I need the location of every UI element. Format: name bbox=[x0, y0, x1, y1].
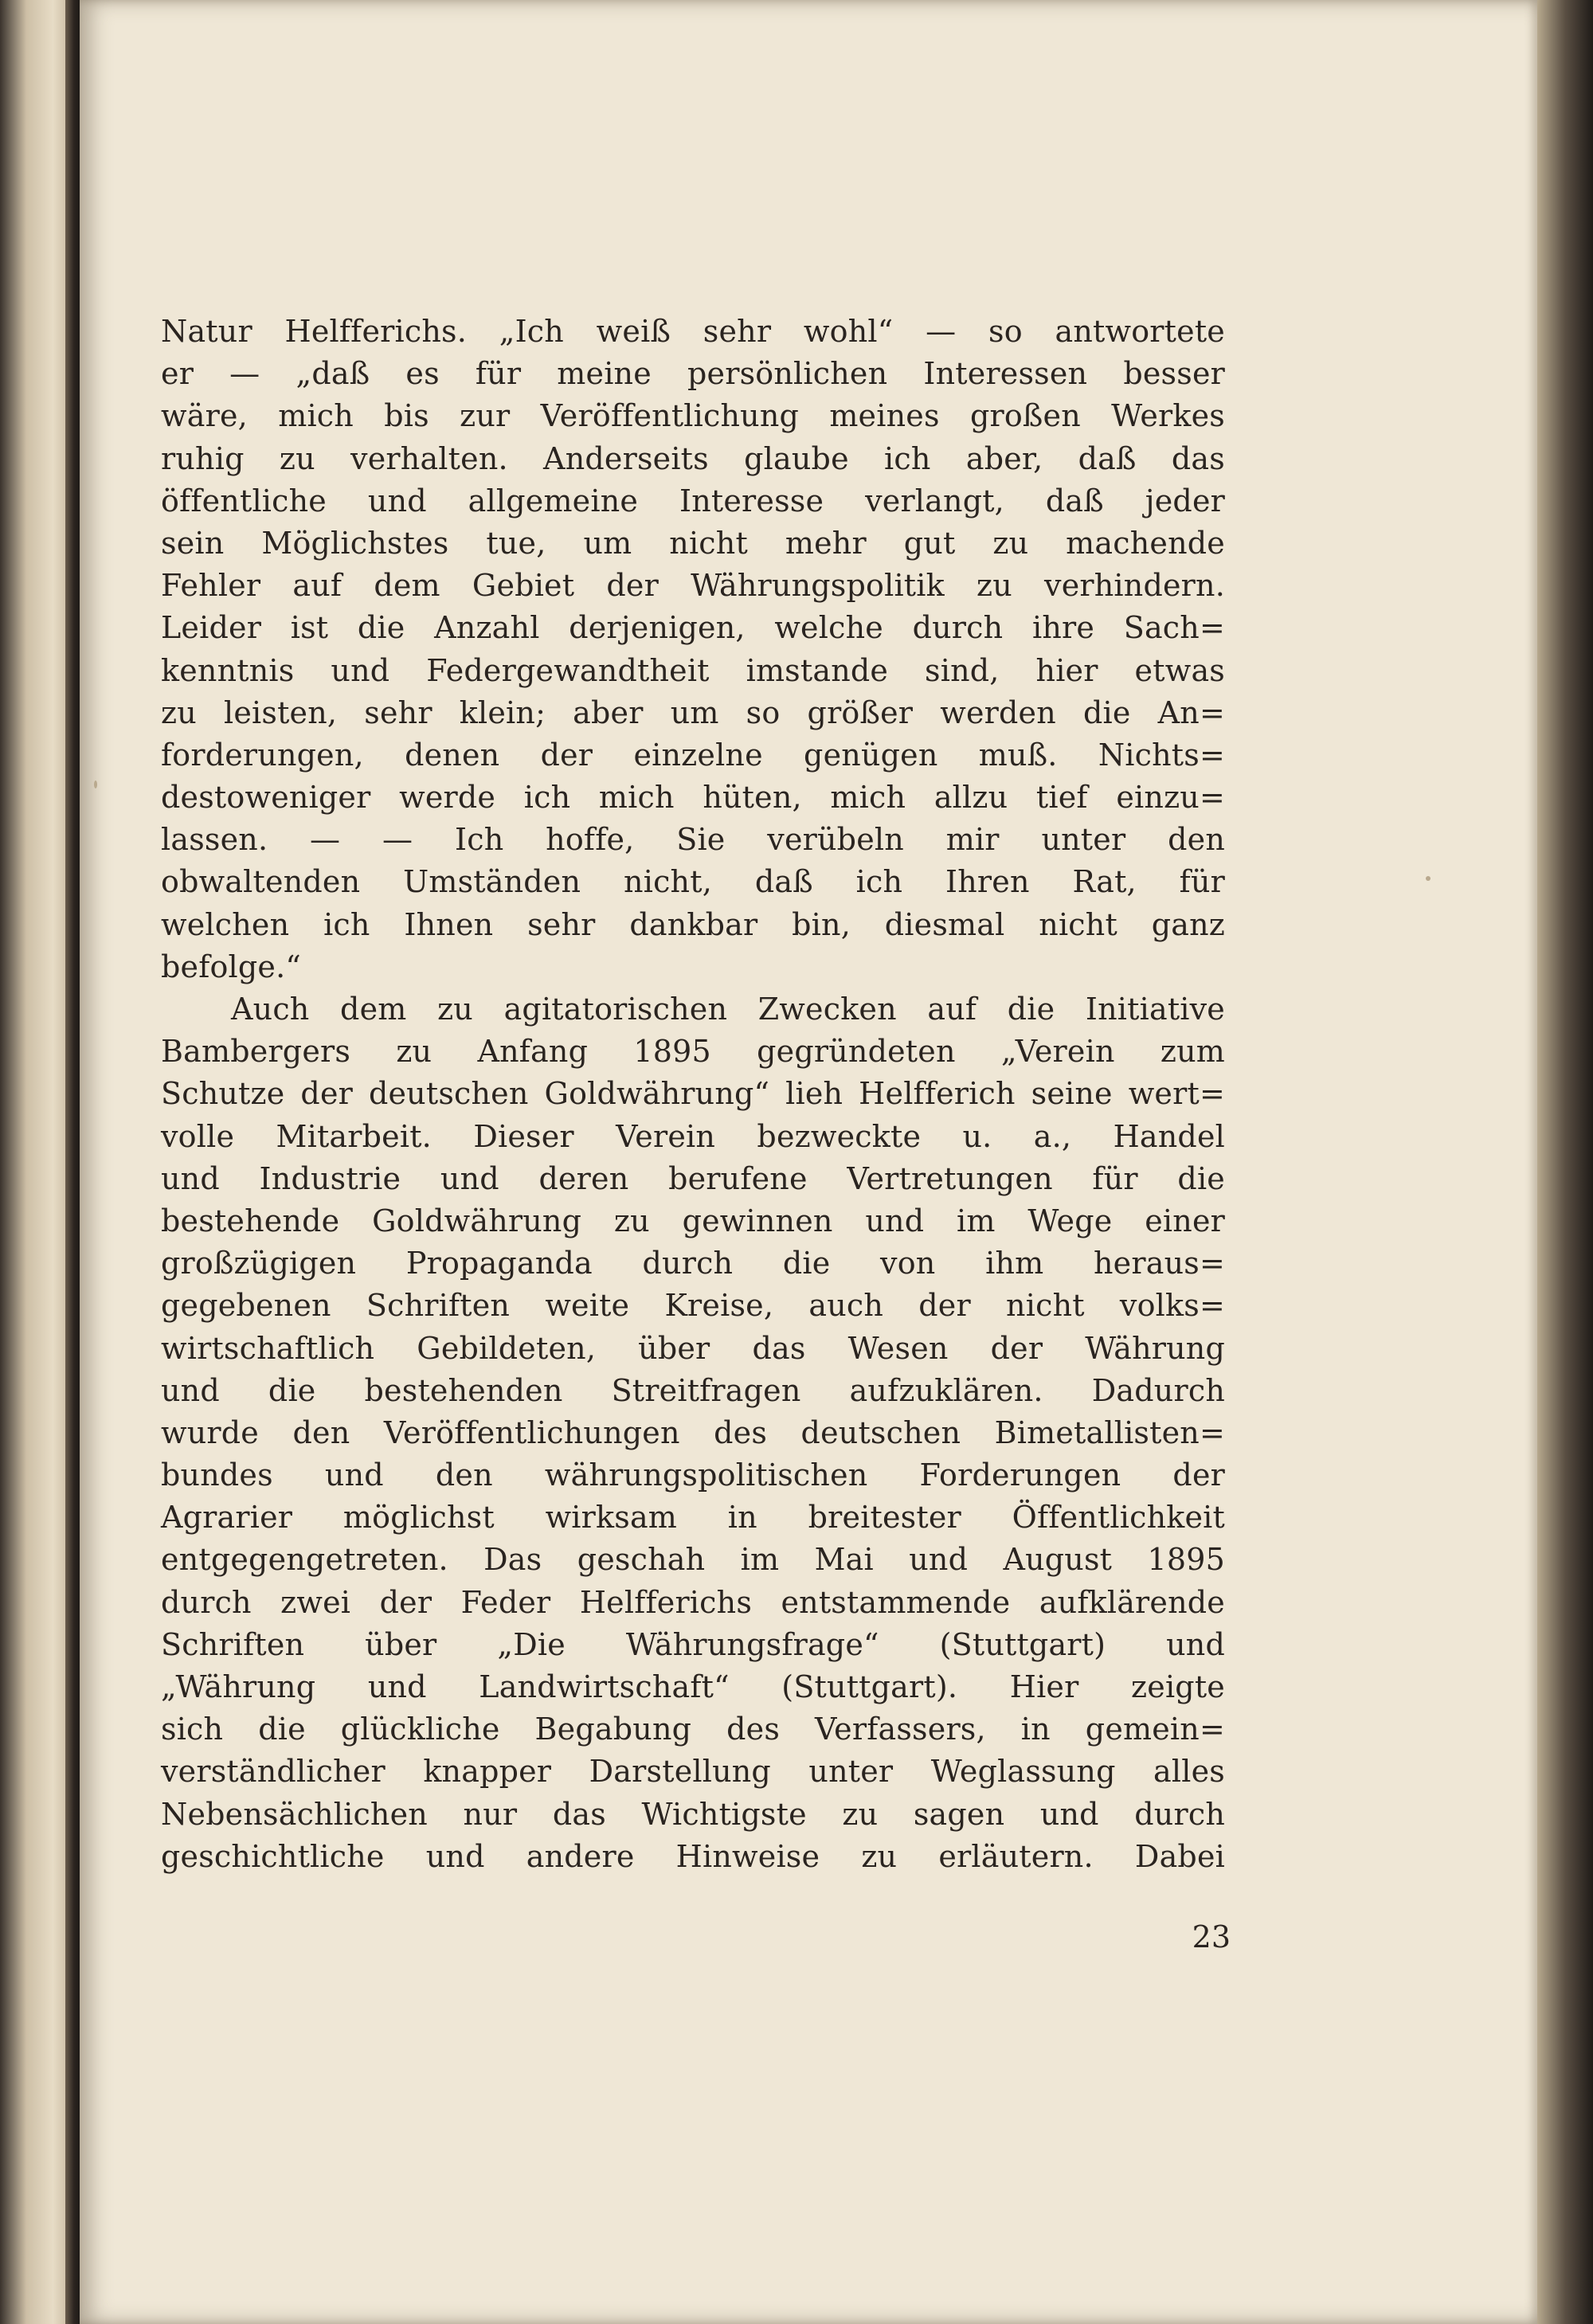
text-line: Fehler auf dem Gebiet der Währungspolitik zu verhindern. bbox=[161, 568, 1225, 604]
text-line: sich die glückliche Begabung des Verfassers, in gemein= bbox=[161, 1712, 1225, 1747]
book-gutter bbox=[65, 0, 80, 2324]
text-line: Leider ist die Anzahl derjenigen, welche durch ihre Sach= bbox=[161, 610, 1225, 646]
page-number: 23 bbox=[1192, 1919, 1231, 1954]
text-line: Schutze der deutschen Goldwährung“ lieh Helfferich seine wert= bbox=[161, 1076, 1225, 1112]
text-line: destoweniger werde ich mich hüten, mich allzu tief einzu= bbox=[161, 780, 1225, 816]
text-line: befolge.“ bbox=[161, 949, 302, 984]
text-line: und Industrie und deren berufene Vertretungen für die bbox=[161, 1160, 1225, 1196]
text-line: obwaltenden Umständen nicht, daß ich Ihren Rat, für bbox=[161, 864, 1225, 900]
text-line: Agrarier möglichst wirksam in breitester Öffentlichkeit bbox=[161, 1500, 1225, 1536]
text-line: er — „daß es für meine persönlichen Interessen besser bbox=[161, 356, 1225, 392]
text-line: Auch dem zu agitatorischen Zwecken auf die Initiative bbox=[231, 992, 1225, 1027]
text-line: wirtschaftlich Gebildeten, über das Wesen der Währung bbox=[161, 1330, 1225, 1366]
body-text bbox=[161, 311, 1225, 1878]
text-line: Schriften über „Die Währungsfrage“ (Stuttgart) und bbox=[161, 1626, 1225, 1662]
text-line: lassen. — — Ich hoffe, Sie verübeln mir unter den bbox=[161, 822, 1225, 858]
text-line: öffentliche und allgemeine Interesse verlangt, daß jeder bbox=[161, 483, 1225, 518]
paper-speck bbox=[1426, 876, 1431, 881]
text-line: großzügigen Propaganda durch die von ihm heraus= bbox=[161, 1246, 1225, 1281]
text-line: bestehende Goldwährung zu gewinnen und im Wege einer bbox=[161, 1203, 1225, 1238]
text-line: Natur Helfferichs. „Ich weiß sehr wohl“ — so antwortete bbox=[161, 314, 1225, 349]
text-line: durch zwei der Feder Helfferichs entstammende aufklärende bbox=[161, 1584, 1225, 1620]
text-line: Nebensächlichen nur das Wichtigste zu sagen und durch bbox=[161, 1796, 1225, 1832]
text-line: und die bestehenden Streitfragen aufzuklären. Dadurch bbox=[161, 1372, 1225, 1408]
paper-speck bbox=[94, 781, 97, 788]
text-line: gegebenen Schriften weite Kreise, auch der nicht volks= bbox=[161, 1288, 1225, 1324]
paragraph-1 bbox=[161, 311, 1225, 988]
text-line: kenntnis und Federgewandtheit imstande sind, hier etwas bbox=[161, 652, 1225, 688]
text-line: forderungen, denen der einzelne genügen muß. Nichts= bbox=[161, 737, 1225, 773]
text-line: verständlicher knapper Darstellung unter Weglassung alles bbox=[161, 1754, 1225, 1790]
text-line: ruhig zu verhalten. Anderseits glaube ich aber, daß das bbox=[161, 440, 1225, 476]
left-page-edge bbox=[0, 0, 76, 2324]
text-line: bundes und den währungspolitischen Forderungen der bbox=[161, 1457, 1225, 1493]
text-line: Bambergers zu Anfang 1895 gegründeten „Verein zum bbox=[161, 1034, 1225, 1070]
right-page-edge bbox=[1537, 0, 1593, 2324]
text-line: volle Mitarbeit. Dieser Verein bezweckte u. a., Handel bbox=[161, 1118, 1225, 1154]
text-line: wäre, mich bis zur Veröffentlichung meines großen Werkes bbox=[161, 398, 1225, 434]
text-line: welchen ich Ihnen sehr dankbar bin, diesmal nicht ganz bbox=[161, 906, 1225, 942]
text-line: sein Möglichstes tue, um nicht mehr gut zu machende bbox=[161, 525, 1225, 561]
text-line: wurde den Veröffentlichungen des deutschen Bimetallisten= bbox=[161, 1414, 1225, 1450]
text-line: geschichtliche und andere Hinweise zu erläutern. Dabei bbox=[161, 1838, 1225, 1874]
text-line: entgegengetreten. Das geschah im Mai und August 1895 bbox=[161, 1542, 1225, 1578]
paragraph-2 bbox=[161, 988, 1225, 1878]
text-line: „Währung und Landwirtschaft“ (Stuttgart). Hier zeigte bbox=[161, 1669, 1225, 1704]
text-line: zu leisten, sehr klein; aber um so größer werden die An= bbox=[161, 694, 1225, 730]
